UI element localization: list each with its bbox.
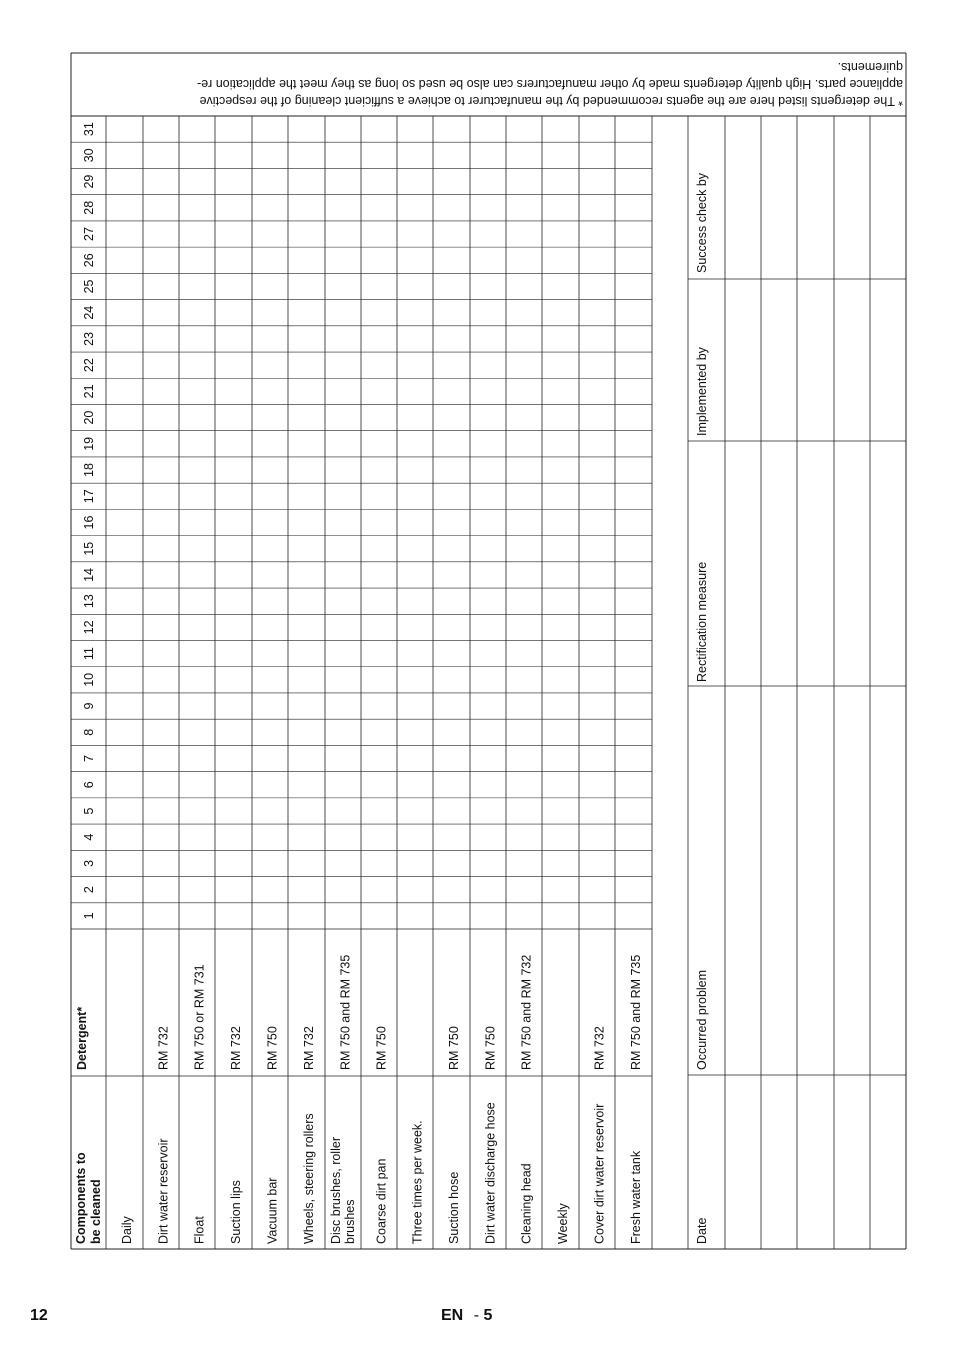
component-label: Cleaning head xyxy=(519,1163,534,1244)
detergent-label: RM 732 xyxy=(156,1026,171,1070)
detergent-label: RM 750 xyxy=(483,1026,498,1070)
day-number: 17 xyxy=(82,489,96,504)
section-page-number: 5 xyxy=(483,1307,493,1324)
detergent-label: RM 732 xyxy=(592,1026,607,1070)
component-label: Coarse dirt pan xyxy=(374,1158,389,1244)
day-number: 7 xyxy=(82,755,96,763)
day-number: 12 xyxy=(82,620,96,635)
day-number: 25 xyxy=(82,279,96,294)
day-number: 23 xyxy=(82,331,96,346)
day-number: 22 xyxy=(82,358,96,373)
day-number: 24 xyxy=(82,305,96,320)
header-detergent: Detergent* xyxy=(75,1006,89,1070)
day-number: 4 xyxy=(82,833,96,841)
detergent-label: RM 750 xyxy=(447,1026,462,1070)
day-number: 1 xyxy=(82,912,96,920)
component-label: Suction hose xyxy=(447,1171,462,1244)
component-label: Suction lips xyxy=(229,1180,244,1244)
component-label: Dirt water reservoir xyxy=(156,1138,171,1244)
detergent-label: RM 750 xyxy=(265,1026,280,1070)
day-number: 11 xyxy=(82,647,96,661)
footnote-line-2: appliance parts. High quality detergents made by other manufacturers can also be used so long as they meet the application re- xyxy=(197,77,903,91)
footnote-line-1: * The detergents listed here are the agents recommended by the manufacturer to achieve a sufficient cleaning of the respective xyxy=(199,94,903,108)
day-number: 29 xyxy=(82,174,96,189)
day-number: 30 xyxy=(82,148,96,163)
day-number: 16 xyxy=(82,515,96,530)
log-header: Date xyxy=(695,1217,709,1244)
day-number: 18 xyxy=(82,463,96,478)
day-number: 15 xyxy=(82,541,96,556)
component-label: Wheels, steering rollers xyxy=(302,1113,317,1244)
component-label: Vacuum bar xyxy=(265,1177,280,1244)
day-number: 31 xyxy=(82,122,96,137)
day-number: 2 xyxy=(82,886,96,894)
component-label: brushes xyxy=(343,1199,357,1244)
table-labels xyxy=(74,60,903,1244)
section-page-indicator xyxy=(441,1307,492,1325)
detergent-label: RM 732 xyxy=(302,1026,317,1070)
header-components: Components to xyxy=(74,1152,88,1244)
day-number: 10 xyxy=(82,672,96,687)
component-label: Float xyxy=(192,1216,207,1244)
detergent-label: RM 750 xyxy=(374,1026,389,1070)
header-components: be cleaned xyxy=(89,1179,103,1244)
footnote-line-3: quirements. xyxy=(837,60,903,74)
detergent-label: RM 750 or RM 731 xyxy=(192,964,207,1070)
log-header: Success check by xyxy=(695,172,709,273)
component-label: Disc brushes, roller xyxy=(329,1137,343,1244)
day-number: 20 xyxy=(82,410,96,425)
detergent-label: RM 750 and RM 735 xyxy=(629,954,644,1070)
page-number: 12 xyxy=(30,1307,48,1324)
day-number: 9 xyxy=(82,702,96,710)
component-label: Dirt water discharge hose xyxy=(483,1102,498,1244)
log-header: Rectification measure xyxy=(695,561,709,682)
day-number: 21 xyxy=(82,384,96,399)
detergent-label: RM 750 and RM 732 xyxy=(519,954,534,1070)
component-label: Fresh water tank xyxy=(629,1150,644,1244)
day-number: 19 xyxy=(82,436,96,451)
schedule-section-label: Three times per week. xyxy=(410,1120,425,1244)
day-number: 13 xyxy=(82,594,96,609)
log-header: Occurred problem xyxy=(695,969,709,1070)
day-number: 14 xyxy=(82,567,96,582)
day-number: 3 xyxy=(82,859,96,867)
language-code: EN xyxy=(441,1307,464,1324)
schedule-section-label: Daily xyxy=(120,1216,135,1244)
log-header: Implemented by xyxy=(695,347,709,436)
detergent-label: RM 732 xyxy=(229,1026,244,1070)
day-number: 27 xyxy=(82,227,96,241)
day-number: 5 xyxy=(82,807,96,815)
day-number: 28 xyxy=(82,200,96,215)
detergent-label: RM 750 and RM 735 xyxy=(338,954,353,1070)
day-number: 6 xyxy=(82,781,96,789)
component-label: Cover dirt water reservoir xyxy=(592,1103,607,1244)
schedule-section-label: Weekly xyxy=(556,1203,571,1244)
page-separator: - xyxy=(473,1307,480,1324)
day-number: 26 xyxy=(82,253,96,268)
day-number: 8 xyxy=(82,728,96,736)
